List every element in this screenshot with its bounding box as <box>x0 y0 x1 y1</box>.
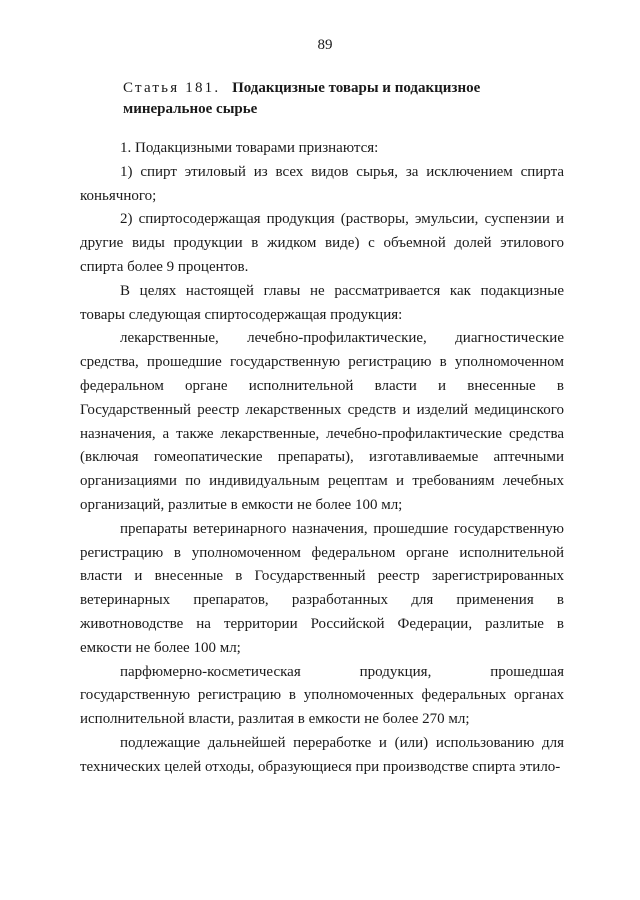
paragraph: парфюмерно-косметическая продукция, прошедшая государственную регистрацию в уполномоченных федеральных органах исполнительной власти, разлитая в емкости не более 270 мл; <box>80 663 564 728</box>
article-heading <box>123 78 560 120</box>
article-body <box>80 137 564 780</box>
paragraph: В целях настоящей главы не рассматривается как подакцизные товары следующая спиртосодержащая продукция: <box>80 282 564 323</box>
article-label: Статья 181. <box>123 80 221 96</box>
paragraph: 1) спирт этиловый из всех видов сырья, за исключением спирта коньячного; <box>80 163 564 204</box>
paragraph: подлежащие дальнейшей переработке и (или) использованию для технических целей отходы, образующиеся при производстве спирта этило- <box>80 734 564 775</box>
paragraph: 1. Подакцизными товарами признаются: <box>120 140 379 156</box>
page-number: 89 <box>317 37 333 53</box>
paragraph: 2) спиртосодержащая продукция (растворы, эмульсии, суспензии и другие виды продукции в жидком виде) с объемной долей этилового спирта более 9 процентов. <box>80 211 564 275</box>
paragraph: препараты ветеринарного назначения, прошедшие государственную регистрацию в уполномоченном федеральном органе исполнительной власти и внесенные в Государственный реестр зарегистрированных ветеринарных препаратов, разработанных для применения в животноводстве на территории Российской Федерации, разлитые в емкости не более 100 мл; <box>80 520 564 656</box>
article-title: Подакцизные товары и подакцизное минеральное сырье <box>123 80 481 117</box>
paragraph: лекарственные, лечебно-профилактические, диагностические средства, прошедшие государственную регистрацию в уполномоченном федеральном органе исполнительной власти и внесенные в Государственный реестр лекарственных средств и изделий медицинского назначения, а также лекарственные, лечебно-профилактические средства (включая гомеопатические препараты), изготавливаемые аптечными организациями по индивидуальным рецептам и требованиям лечебных организаций, разлитые в емкости не более 100 мл; <box>80 330 564 513</box>
